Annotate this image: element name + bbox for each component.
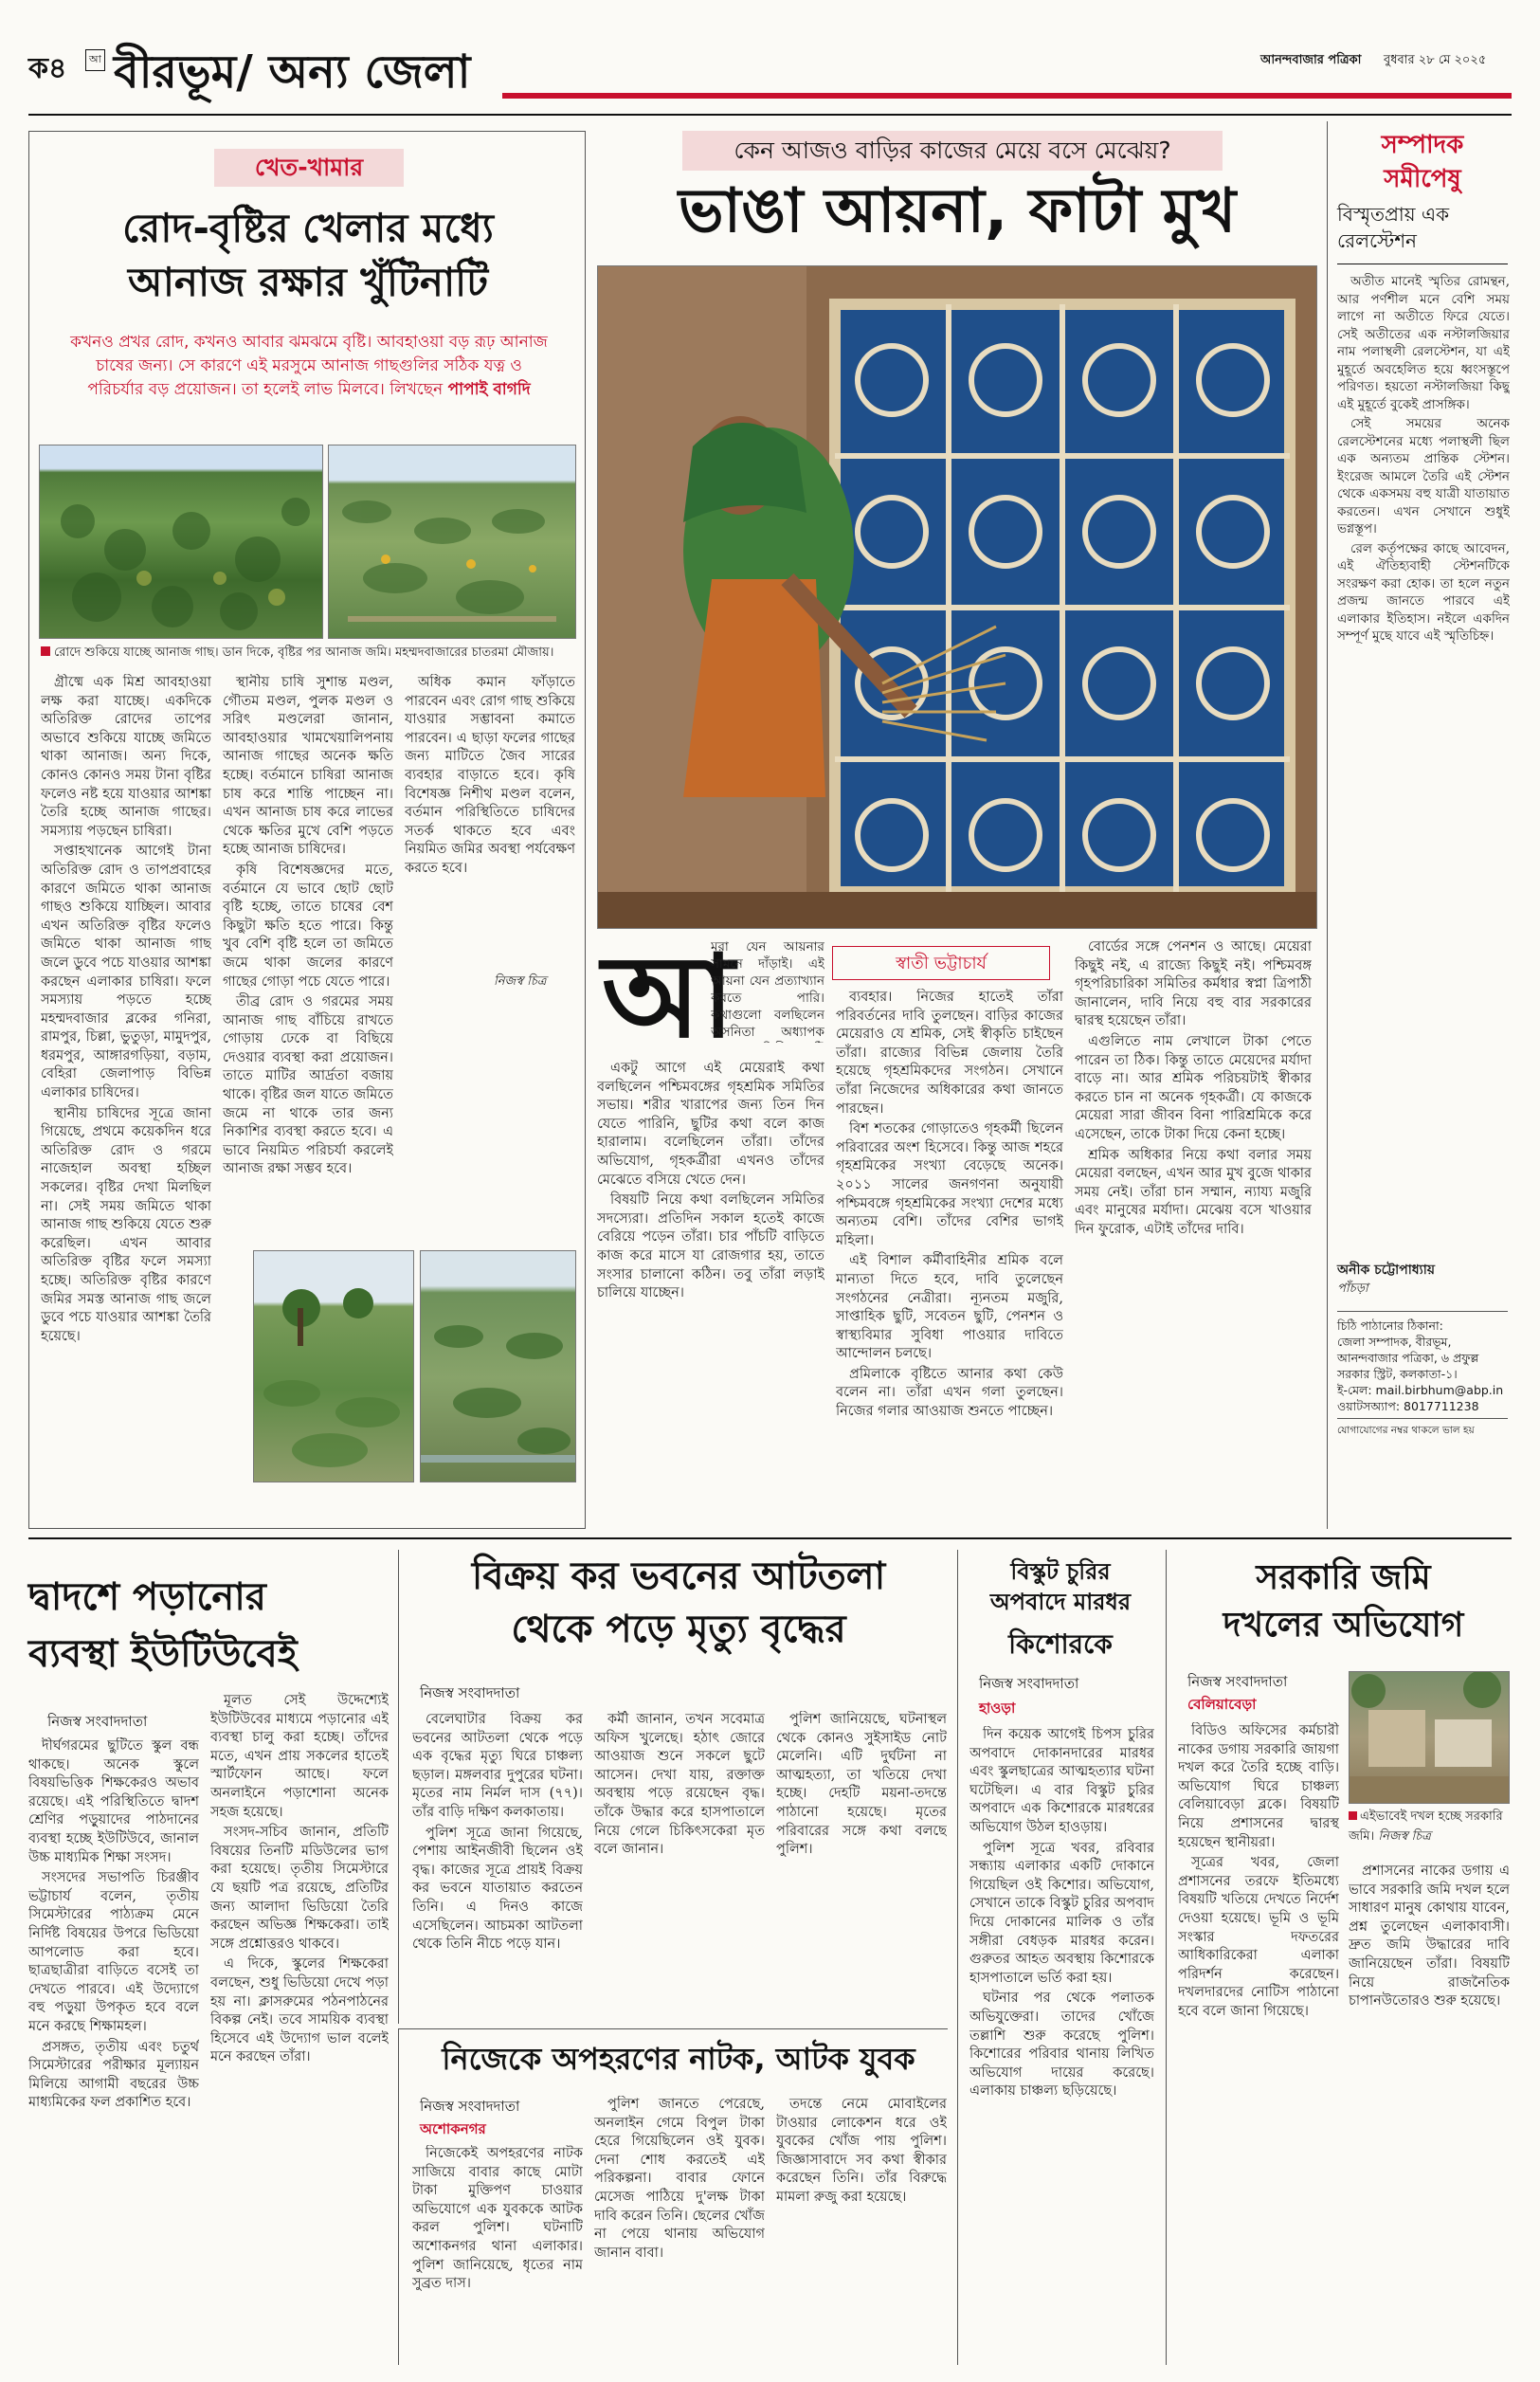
youtube-headline-1: দ্বাদশে পড়ানোর: [28, 1575, 266, 1619]
lead-col-3: [1075, 938, 1312, 1529]
biscuit-paragraph: পুলিশ সূত্রে খবর, রবিবার সন্ধ্যায় এলাকার একটি দোকানে গিয়েছিল ওই কিশোর। অভিযোগ, সেখানে তাকে বিস্কুট চুরির অপবাদ দিয়ে দোকানের মালিক ও তাঁর সঙ্গীরা বেধড়ক মারধর করেন। গুরুতর আহত অবস্থায় কিশোরকে হাসপাতালে ভর্তি করা হয়।: [969, 1840, 1154, 1986]
youtube-paragraph: সংসদ-সচিব জানান, প্রতিটি বিষয়ের তিনটি মডিউলের ভাগ করা হয়েছে। তৃতীয় সিমেস্টারে যে ছয়টি পত্র রয়েছে, প্রতিটির জন্য আলাদা ভিডিয়ো তৈরি করছেন অভিজ্ঞ শিক্ষকেরা। তাই সঙ্গে প্রশ্নোত্তরও থাকবে।: [210, 1825, 389, 1952]
biscuit-headline-3: কিশোরকে: [1008, 1628, 1113, 1660]
tax-paragraph: কর্মী জানান, তখন সবেমাত্র অফিস খুলেছে। হঠাৎ জোরে আওয়াজ শুনে সকলে ছুটে আসেন। দেখা যায়, রক্তাক্ত অবস্থায় পড়ে রয়েছেন বৃদ্ধ। তাঁকে উদ্ধার করে হাসপাতালে নিয়ে গেলে চিকিৎসকেরা মৃত বলে জানান।: [594, 1712, 765, 1858]
letters-paragraph: অতীত মানেই স্মৃতির রোমন্থন, আর পর্ণশীল মনে বেশি সময় লাগে না অতীতে ফিরে যেতে। সেই অতীতের এক নস্টালজিয়ার নাম পলাস্থলী রেলস্টেশন, যা এই মুহূর্তে অবহেলিত হয়ে ধ্বংসস্তূপে পরিণত। হয়তো নস্টালজিয়া কিছু এই মুহূর্তে বুকেই প্রাসঙ্গিক।: [1337, 274, 1510, 412]
kidnap-col-2: [594, 2096, 765, 2361]
farm-paragraph: তীব্র রোদ ও গরমের সময় আনাজ গাছ বাঁচিয়ে রাখতে গোড়ায় ঢেকে বা বিছিয়ে দেওয়ার ব্যবস্থা করা প্রয়োজন। তাতে মাটির আর্দ্রতা বজায় থাকে। বৃষ্টির জল যাতে জমিতে জমে না থাকে তার জন্য নিকাশির ব্যবস্থা করতে হবে। এ ভাবে নিয়মিত পরিচর্যা করলেই আনাজ রক্ষা সম্ভব হবে।: [223, 994, 393, 1177]
lead-col-2: [836, 989, 1063, 1529]
dry-crop-photo: [39, 445, 323, 639]
land-photo-credit: নিজস্ব চিত্র: [1378, 1829, 1431, 1844]
tax-col-1: [412, 1711, 583, 2014]
rain-field-image: [329, 445, 576, 639]
lead-paragraph: মরা যেন আয়নার সামনে দাঁড়াই। এই আয়না যেন প্রত্যাখ্যান করতে পারি। কথাগুলো বলছিলেন অসনিতা অধ্যাপক: [711, 939, 824, 1040]
fold-rule: [28, 1537, 1512, 1539]
lead-story: [597, 121, 1317, 1529]
letter-signature: অনীক চট্টোপাধ্যায়: [1337, 1263, 1436, 1278]
farm-headline-1: রোদ-বৃষ্টির খেলার মধ্যে: [122, 205, 494, 251]
farm-kicker: খেত-খামার: [214, 149, 404, 187]
tax-col-2: [594, 1711, 765, 2014]
youtube-headline-2: ব্যবস্থা ইউটিউবেই: [28, 1632, 298, 1676]
whatsapp-number[interactable]: ওয়াটসঅ্যাপ: 8017711238: [1337, 1398, 1508, 1419]
biscuit-headline-2: অপবাদে মারধর: [989, 1589, 1132, 1615]
letters-title: বিস্মৃতপ্রায় এক রেলস্টেশন: [1337, 203, 1450, 252]
field-image-1: [254, 1251, 414, 1482]
lead-author-box: [832, 946, 1050, 980]
youtube-paragraph: প্রসঙ্গত, তৃতীয় এবং চতুর্থ সিমেস্টারের পরীক্ষার মূল্যায়ন মিলিয়ে আগামী বছরের উচ্চ মাধ্যমিকের ফল প্রকাশিত হবে।: [28, 2039, 199, 2111]
land-headline-1: সরকারি জমি: [1256, 1558, 1431, 1597]
lead-paragraph: এগুলিতে নাম লেখালে টাকা পেতে পারেন তা ঠিক। কিন্তু তাতে মেয়েদের মর্যাদা বাড়ে না। আর শ্রমিক পরিচয়টাই স্বীকার করতে চান না অনেক গৃহকর্ত্রী। যে কাজকে মেয়েরা সারা জীবন বিনা পারিশ্রমিকে করে এসেছেন, তাকে টাকা দিয়ে কেনা হচ্ছে।: [1075, 1033, 1312, 1142]
youtube-paragraph: এ দিকে, স্কুলের শিক্ষকেরা বলছেন, শুধু ভিডিয়ো দেখে পড়া হয় না। ক্লাসরুমের পঠনপাঠনের বিকল্প নেই। তবে সাময়িক ব্যবস্থা হিসেবে এই উদ্যোগ ভাল বলেই মনে করছেন তাঁরা।: [210, 1956, 389, 2065]
farm-story: [28, 131, 586, 1529]
farm-paragraph: অধিক কমান ফাঁড়াতে পারবেন এবং রোগ গাছ শুকিয়ে যাওয়ার সম্ভাবনা কমাতে পারবেন। এ ছাড়া ফলের গাছের জন্য মাটিতে জৈব সারের ব্যবহার বাড়াতে হবে। কৃষি বিশেষজ্ঞ নিশীথ মণ্ডল বলেন, বর্তমান পরিস্থিতিতে চাষিদের সতর্ক থাকতে হবে এবং নিয়মিত জমির অবস্থা পর্যবেক্ষণ করতে হবে।: [405, 675, 575, 876]
biscuit-headline-1: বিস্কুট চুরির: [1010, 1558, 1111, 1585]
kidnap-byline: নিজস্ব সংবাদদাতা: [420, 2098, 520, 2115]
lead-paragraph: একটু আগে এই মেয়েরাই কথা বলছিলেন পশ্চিমবঙ্গের গৃহশ্রমিক সমিতির সভায়। শরীর খারাপের জন্য তিন দিন যেতে পারিনি, ছুটির কথা বলে কাজ হারালাম। বলেছিলেন তাঁরা। তাঁদের অভিযোগ, গৃহকর্ত্রীরা এখনও তাঁদের মেঝেতে বসিয়ে খেতে দেন।: [597, 1061, 824, 1188]
youtube-paragraph: মূলত সেই উদ্দেশ্যেই ইউটিউবের মাধ্যমে পড়ানোর এই ব্যবস্থা চালু করা হচ্ছে। তাঁদের মতে, এখন প্রায় সকলের হাতেই স্মার্টফোন আছে। ফলে অনলাইনে পড়াশোনা অনেক সহজ হয়েছে।: [210, 1693, 389, 1820]
farm-intro-text: কখনও প্রখর রোদ, কখনও আবার ঝমঝমে বৃষ্টি। আবহাওয়া বড় রূঢ় আনাজ চাষের জন্য। সে কারণে এই মরসুমে আনাজ গাছগুলির সঠিক যত্ন ও পরিচর্যার বড় প্রয়োজন। তা হলেই লাভ মিলবে। লিখছেন: [70, 333, 548, 399]
lead-paragraph: বোর্ডের সঙ্গে পেনশন ও আছে। মেয়েরা কিছুই নই, এ রাজ্যে কিছুই নই। পশ্চিমবঙ্গ গৃহপরিচারিকা সমিতির কর্মধার স্বপ্না ত্রিপাঠী জানালেন, দাবি নিয়ে বহু বার সরকারের দ্বারস্থ হয়েছেন তাঁরা।: [1075, 939, 1312, 1029]
land-encroachment-image: [1350, 1672, 1510, 1804]
contact-note: যোগাযোগের নম্বর থাকলে ভাল হয়: [1337, 1425, 1475, 1436]
kidnap-paragraph: পুলিশ জানতে পেরেছে, অনলাইন গেমে বিপুল টাকা হেরে গিয়েছিলেন ওই যুবক। দেনা শোধ করতেই এই পরিকল্পনা। বাবার ফোনে মেসেজ পাঠিয়ে দু'লক্ষ টাকা দাবি করেন তিনি। ছেলের খোঁজ না পেয়ে থানায় অভিযোগ জানান বাবা।: [594, 2097, 765, 2261]
farm-paragraph: স্থানীয় চাষি সুশান্ত মণ্ডল, গৌতম মণ্ডল, পুলক মণ্ডল ও সরিৎ মণ্ডলেরা জানান, আবহাওয়ার খামখেয়ালিপনায় আনাজ গাছের অনেক ক্ষতি হচ্ছে। বর্তমানে চাষিরা আনাজ চাষ করে শান্তি পাচ্ছেন না। এখন আনাজ চাষ করে লাভের থেকে ক্ষতির মুখে বেশি পড়তে হচ্ছে আনাজ চাষিদের।: [223, 675, 393, 858]
land-paragraph: প্রশাসনের নাকের ডগায় এ ভাবে সরকারি জমি দখল হলে সাধারণ মানুষ কোথায় যাবেন, প্রশ্ন তুলেছেন এলাকাবাসী। দ্রুত জমি উদ্ধারের দাবি জানিয়েছেন তাঁরা। বিষয়টি নিয়ে রাজনৈতিক চাপানউতোরও শুরু হয়েছে।: [1349, 1864, 1510, 2009]
address-text: জেলা সম্পাদক, বীরভূম, আনন্দবাজার পত্রিকা, ৬ প্রফুল্ল সরকার স্ট্রিট, কলকাতা-১।: [1337, 1335, 1479, 1381]
masthead: [28, 38, 1512, 114]
letters-paragraph: রেল কর্তৃপক্ষের কাছে আবেদন, এই ঐতিহ্যবাহী স্টেশনটিকে সংরক্ষণ করা হোক। তা হলে নতুন প্রজন্ম জানতে পারবে এই এলাকার ইতিহাস। নইলে একদিন সম্পূর্ণ মুছে যাবে এই স্মৃতিচিহ্ন।: [1337, 540, 1510, 644]
letter-place: পাঁচড়া: [1337, 1282, 1368, 1296]
youtube-col-1: [28, 1737, 199, 2363]
lead-paragraph: শ্রমিক অধিকার নিয়ে কথা বলার সময় মেয়েরা বলছেন, এখন আর মুখ বুজে থাকার সময় নেই। তাঁরা চান সম্মান, ন্যায্য মজুরি এবং মানুষের মর্যাদা। মেঝেয় বসে খাওয়ার দিন ফুরোক, এটাই তাঁদের দাবি।: [1075, 1147, 1312, 1237]
lead-author: স্বাতী ভট্টাচার্য: [896, 954, 987, 973]
kidnap-paragraph: তদন্তে নেমে মোবাইলের টাওয়ার লোকেশন ধরে ওই যুবকের খোঁজ পায় পুলিশ। জিজ্ঞাসাবাদে সব কথা স্বীকার করেছেন তিনি। তাঁর বিরুদ্ধে মামলা রুজু করা হয়েছে।: [776, 2097, 947, 2205]
lead-photo: [597, 265, 1317, 929]
youtube-byline: নিজস্ব সংবাদদাতা: [47, 1713, 148, 1730]
dry-crop-image: [40, 445, 323, 639]
letters-body: [1337, 273, 1510, 1249]
tax-byline: নিজস্ব সংবাদদাতা: [420, 1684, 520, 1701]
farm-paragraph: গ্রীষ্মে এক মিশ্র আবহাওয়া লক্ষ করা যাচ্ছে। একদিকে অতিরিক্ত রোদের তাপের অভাবে শুকিয়ে যাচ্ছে জমিতে থাকা আনাজ। অন্য দিকে, কোনও কোনও সময় টানা বৃষ্টির ফলেও নষ্ট হয়ে যাওয়ার আশঙ্কা তৈরি হচ্ছে আনাজ গাছের। সমস্যায় পড়ছেন চাষিরা।: [41, 675, 211, 839]
youtube-paragraph: দীর্ঘগরমের ছুটিতে স্কুল বন্ধ থাকছে। অনেক স্কুলে বিষয়ভিত্তিক শিক্ষকেরও অভাব রয়েছে। এই পরিস্থিতিতে দ্বাদশ শ্রেণির পড়ুয়াদের পাঠদানের ব্যবস্থা হচ্ছে ইউটিউবে, জানাল উচ্চ মাধ্যমিক শিক্ষা সংসদ।: [28, 1738, 199, 1865]
lead-paragraph: এই বিশাল কর্মীবাহিনীর শ্রমিক বলে মান্যতা দিতে হবে, দাবি তুলেছেন সংগঠনের নেত্রীরা। ন্যূনতম মজুরি, সাপ্তাহিক ছুটি, সবেতন ছুটি, পেনশন ও স্বাস্থ্যবিমার সুবিধা পাওয়ার দাবিতে আন্দোলন চলছে।: [836, 1253, 1063, 1362]
biscuit-paragraph: দিন কয়েক আগেই চিপস চুরির অপবাদে দোকানদারের মারধর এবং স্কুলছাত্রের আত্মহত্যার ঘটনা ঘটেছিল। এ বার বিস্কুট চুরির অপবাদে এক কিশোরকে মারধরের অভিযোগ উঠল হাওড়ায়।: [969, 1727, 1154, 1835]
lead-col-1b: [597, 1060, 824, 1529]
letters-column: [1327, 121, 1512, 1529]
page-number: ক৪: [28, 52, 67, 85]
kidnap-col-1: [412, 2145, 583, 2361]
land-headline-2: দখলের অভিযোগ: [1223, 1606, 1464, 1645]
farm-caption: [41, 644, 576, 664]
tax-col-3: [776, 1711, 947, 2014]
lead-headline: ভাঙা আয়না, ফাটা মুখ: [678, 176, 1237, 246]
land-caption-text: এইভাবেই দখল হচ্ছে সরকারি জমি।: [1349, 1809, 1503, 1844]
issue-date: বুধবার ২৮ মে ২০২৫: [1384, 53, 1487, 67]
lead-paragraph: বিষয়টি নিয়ে কথা বলছিলেন সমিতির সদস্যেরা। প্রতিদিন সকাল হতেই কাজে বেরিয়ে পড়েন তাঁরা। চার পাঁচটি বাড়িতে কাজ করে মাসে যা রোজগার হয়, তাতে সংসার চালানো কঠিন। তবু তাঁরা লড়াই চালিয়ে যাচ্ছেন।: [597, 1192, 824, 1301]
section-title: বীরভূম/ অন্য জেলা: [114, 45, 471, 99]
land-byline: নিজস্ব সংবাদদাতা: [1187, 1673, 1288, 1690]
masthead-red-rule: [502, 93, 1512, 99]
farm-caption-text: রোদে শুকিয়ে যাচ্ছে আনাজ গাছ। ডান দিকে, বৃষ্টির পর আনাজ জমি। মহম্মদবাজারের চাতরমা মৌজায়।: [54, 646, 554, 660]
letters-paragraph: সেই সময়ের অনেক রেলস্টেশনের মধ্যে পলাস্থলী ছিল এক অন্যতম প্রান্তিক স্টেশন। ইংরেজ আমলে তৈরি এই স্টেশন থেকে একসময় বহু যাত্রী যাতায়াত করতেন। এখন সেখানে শুধুই ভগ্নস্তূপ।: [1337, 416, 1510, 536]
land-caption: [1349, 1808, 1510, 1847]
farm-intro: [67, 331, 551, 402]
youtube-paragraph: সংসদের সভাপতি চিরঞ্জীব ভট্টাচার্য বলেন, তৃতীয় সিমেস্টারের পাঠ্যক্রম মেনে নির্দিষ্ট বিষয়ের উপরে ভিডিয়ো আপলোড করা হবে। ছাত্রছাত্রীরা বাড়িতে বসেই তা দেখতে পারবে। এই উদ্যোগে বহু পড়ুয়া উপকৃত হবে বলে মনে করছে শিক্ষামহল।: [28, 1870, 199, 2034]
land-col-2: [1349, 1863, 1510, 2357]
field-image-2: [421, 1251, 576, 1482]
kidnap-place: অশোকনগর: [420, 2120, 486, 2137]
farm-col-3: [405, 674, 575, 968]
biscuit-place: হাওড়া: [979, 1700, 1016, 1717]
youtube-story: [28, 1550, 389, 2365]
kidnap-paragraph: নিজেকেই অপহরণের নাটক সাজিয়ে বাবার কাছে মোটা টাকা মুক্তিপণ চাওয়ার অভিযোগে এক যুবককে আটক করল পুলিশ। ঘটনাটি অশোকনগর থানা এলাকার। পুলিশ জানিয়েছে, ধৃতের নাম সুব্রত দাস।: [412, 2146, 583, 2292]
biscuit-paragraph: ঘটনার পর থেকে পলাতক অভিযুক্তেরা। তাদের খোঁজে তল্লাশি শুরু করেছে পুলিশ। কিশোরের পরিবার থানায় লিখিত অভিযোগ দায়ের করেছে। এলাকায় চাঞ্চল্য ছড়িয়েছে।: [969, 1991, 1154, 2100]
tax-paragraph: বেলেঘাটার বিক্রয় কর ভবনের আটতলা থেকে পড়ে এক বৃদ্ধের মৃত্যু ঘিরে চাঞ্চল্য ছড়াল। মঙ্গলবার দুপুরের ঘটনা। মৃতের নাম নির্মল দাস (৭৭)। তাঁর বাড়ি দক্ষিণ কলকাতায়।: [412, 1712, 583, 1820]
lead-paragraph: প্রমিলাকে বৃষ্টিতে আনার কথা কেউ বলেন না। তাঁরা এখন গলা তুলছেন। নিজের গলার আওয়াজ শুনতে পাচ্ছেন।: [836, 1366, 1063, 1420]
land-paragraph: সূত্রের খবর, জেলা প্রশাসনের তরফে ইতিমধ্যে বিষয়টি খতিয়ে দেখতে নির্দেশ দেওয়া হয়েছে। ভূমি ও ভূমি সংস্কার দফতরের আধিকারিকেরা এলাকা পরিদর্শন করেছেন। দখলদারদের নোটিস পাঠানো হবে বলে জানা গিয়েছে।: [1178, 1855, 1339, 2019]
biscuit-body: [969, 1726, 1154, 2356]
lead-paragraph: ব্যবহার। নিজের হাতেই তাঁরা পরিবর্তনের দাবি তুলছেন। বাড়ির কাজের মেয়েরাও যে শ্রমিক, সেই স্বীকৃতি চাইছেন তাঁরা। রাজ্যের বিভিন্ন জেলায় তৈরি হয়েছে গৃহশ্রমিকদের সংগঠন। সেখানে তাঁরা নিজেদের অধিকারের কথা জানতে পারছেন।: [836, 990, 1063, 1117]
farm-author: পাপাই বাগদি: [447, 380, 531, 399]
youtube-col-2: [210, 1692, 389, 2363]
field-photo-1: [253, 1250, 414, 1482]
biscuit-story: [957, 1550, 1156, 2365]
lead-col-1: [711, 938, 824, 1043]
email-link[interactable]: ই-মেল: mail.birbhum@abp.in: [1337, 1383, 1504, 1397]
tax-paragraph: পুলিশ সূত্রে জানা গিয়েছে, পেশায় আইনজীবী ছিলেন ওই বৃদ্ধ। কাজের সূত্রে প্রায়ই বিক্রয় কর ভবনে যাতায়াত করতেন তিনি। এ দিনও কাজে এসেছিলেন। আচমকা আটতলা থেকে তিনি নীচে পড়ে যান।: [412, 1825, 583, 1953]
land-photo: [1349, 1671, 1510, 1804]
farm-paragraph: স্থানীয় চাষিদের সূত্রে জানা গিয়েছে, প্রথমে কয়েকদিন ধরে অতিরিক্ত রোদ ও গরমে নাজেহাল অবস্থা হচ্ছিল সকলের। বৃষ্টির দেখা মিলছিল না। সেই সময় জমিতে থাকা আনাজ গাছ শুকিয়ে যেতে শুরু করেছিল। এখন আবার অতিরিক্ত বৃষ্টির ফলে সমস্যা হচ্ছে। অতিরিক্ত বৃষ্টির কারণে জমির সমস্ত আনাজ গাছ জলে ডুবে পচে যাওয়ার আশঙ্কা তৈরি হয়েছে।: [41, 1105, 211, 1344]
letters-kicker-1: সম্পাদক: [1381, 131, 1464, 159]
woman-sweeping-window-image: [598, 266, 1317, 929]
land-place: বেলিয়াবেড়া: [1187, 1696, 1257, 1713]
land-paragraph: বিডিও অফিসের কর্মচারী নাকের ডগায় সরকারি জায়গা দখল করে তৈরি হচ্ছে বাড়ি। অভিযোগ ঘিরে চাঞ্চল্য বেলিয়াবেড়া ব্লকে। বিষয়টি নিয়ে প্রশাসনের দ্বারস্থ হয়েছেন স্থানীয়রা।: [1178, 1723, 1339, 1850]
farm-headline-2: আনাজ রক্ষার খুঁটিনাটি: [127, 259, 489, 305]
kidnap-col-3: [776, 2096, 947, 2361]
letters-kicker-2: সমীপেষু: [1384, 165, 1461, 193]
tax-headline-1: বিক্রয় কর ভবনের আটতলা: [471, 1555, 886, 1598]
biscuit-byline: নিজস্ব সংবাদদাতা: [979, 1675, 1079, 1692]
land-story: [1166, 1550, 1512, 2365]
caption-marker-icon: [41, 646, 50, 656]
address-title: চিঠি পাঠানোর ঠিকানা:: [1337, 1318, 1443, 1333]
kidnap-story: [398, 2028, 948, 2365]
abp-logo-mark: আ: [85, 49, 105, 71]
farm-paragraph: কৃষি বিশেষজ্ঞদের মতে, বর্তমানে যে ভাবে ছোট ছোট বৃষ্টি হচ্ছে, তাতে চাষের বেশ কিছুটা ক্ষতি হতে পারে। কিন্তু খুব বেশি বৃষ্টি হলে তা জমিতে জমে থাকা জলের কারণে গাছের গোড়া পচে যেতে পারে।: [223, 862, 393, 990]
letters-address-box: [1337, 1311, 1508, 1510]
lead-kicker: কেন আজও বাড়ির কাজের মেয়ে বসে মেঝেয়?: [682, 131, 1223, 171]
farm-col-1: [41, 674, 211, 1508]
paper-name: আনন্দবাজার পত্রিকা: [1260, 53, 1362, 67]
tax-headline-2: থেকে পড়ে মৃত্যু বৃদ্ধের: [511, 1608, 846, 1651]
caption-marker-icon: [1349, 1811, 1357, 1820]
land-col-1: [1178, 1722, 1339, 2357]
rain-field-photo: [328, 445, 576, 639]
kidnap-headline: নিজেকে অপহরণের নাটক, আটক যুবক: [442, 2041, 915, 2077]
farm-paragraph: সপ্তাহখানেক আগেই টানা অতিরিক্ত রোদ ও তাপপ্রবাহের কারণে জমিতে থাকা আনাজ গাছও শুকিয়ে যাচ্ছিল। আবার এখন অতিরিক্ত বৃষ্টির ফলেও জমিতে থাকা আনাজ গাছ জলে ডুবে পচে যাওয়ার আশঙ্কা করছেন এলাকার চাষিরা। ফলে সমস্যায় পড়তে হচ্ছে মহম্মদবাজার ব্লকের গনিরা, রামপুর, চিল্লা, ভুতুড়া, মামুদপুর, ধরমপুর, আঙ্গারগড়িয়া, বড়াম, বেহিরা জেলাপাড় বিভিন্ন এলাকার চাষিদের।: [41, 844, 211, 1101]
tax-building-story: [398, 1550, 948, 2024]
lead-dropcap: আ: [602, 932, 734, 1064]
tax-paragraph: পুলিশ জানিয়েছে, ঘটনাস্থল থেকে কোনও সুইসাইড নোট মেলেনি। এটি দুর্ঘটনা না আত্মহত্যা, তা খতিয়ে দেখা হচ্ছে। দেহটি ময়না-তদন্তে পাঠানো হয়েছে। মৃতের পরিবারের সঙ্গে কথা বলছে পুলিশ।: [776, 1712, 947, 1858]
masthead-black-rule: [28, 114, 1512, 116]
lead-paragraph: বিশ শতকের গোড়াতেও গৃহকর্মী ছিলেন পরিবারের অংশ হিসেবে। কিন্তু আজ শহরে গৃহশ্রমিকের সংখ্যা বেড়েছে অনেক। ২০১১ সালের জনগণনা অনুযায়ী পশ্চিমবঙ্গে গৃহশ্রমিকের সংখ্যা দেশের মধ্যে অন্যতম বেশি। তাঁদের বেশির ভাগই মহিলা।: [836, 1121, 1063, 1248]
field-photo-2: [420, 1250, 576, 1482]
farm-photo-credit: নিজস্ব চিত্র: [494, 974, 547, 989]
